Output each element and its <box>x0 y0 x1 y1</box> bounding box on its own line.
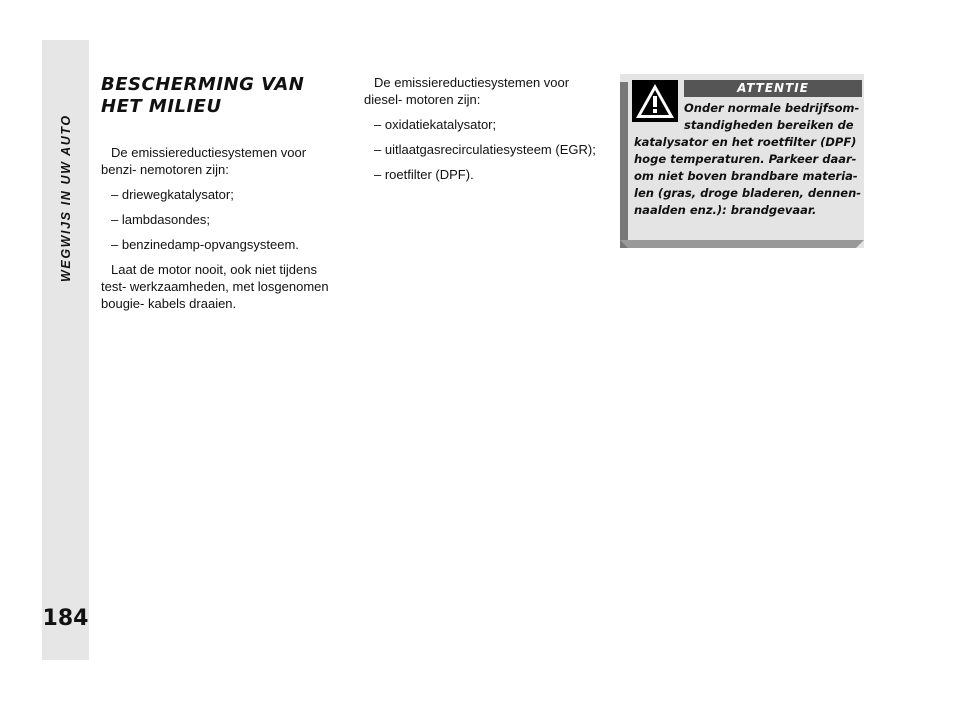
petrol-intro: De emissiereductiesystemen voor benzi- nemotoren zijn: <box>101 145 307 177</box>
heading-line-1: BESCHERMING VAN <box>101 74 305 95</box>
diesel-intro: De emissiereductiesystemen voor diesel- motoren zijn: <box>364 75 570 107</box>
heading-line-2: HET MILIEU <box>101 96 222 117</box>
list-item: – benzinedamp-opvangsysteem. <box>111 237 299 252</box>
list-item: – roetfilter (DPF). <box>374 167 474 182</box>
page-number: 184 <box>42 606 89 631</box>
column-diesel <box>364 74 596 191</box>
warning-text <box>634 100 862 219</box>
warning-box-bottom-edge <box>620 240 864 248</box>
list-item: – driewegkatalysator; <box>111 187 234 202</box>
list-item: – oxidatiekatalysator; <box>374 117 497 132</box>
list-item: – uitlaatgasrecirculatiesysteem (EGR); <box>374 142 596 157</box>
section-title: WEGWIJS IN UW AUTO <box>59 114 73 282</box>
warning-body: Onder normale bedrijfsom- standigheden bereiken de katalysator en het roetfilter (DPF) hoge temperaturen. Parkeer daar- om niet boven brandbare materia- len (gras, droge bladeren, dennen- naalden enz.): brandgevaar. <box>634 101 862 217</box>
page-heading <box>101 74 331 118</box>
column-petrol <box>101 144 333 320</box>
warning-label: ATTENTIE <box>684 80 862 97</box>
spark-plug-note: Laat de motor nooit, ook niet tijdens test- werkzaamheden, met losgenomen bougie- kabels draaien. <box>101 262 329 311</box>
list-item: – lambdasondes; <box>111 212 211 227</box>
warning-box-edge <box>620 82 628 248</box>
